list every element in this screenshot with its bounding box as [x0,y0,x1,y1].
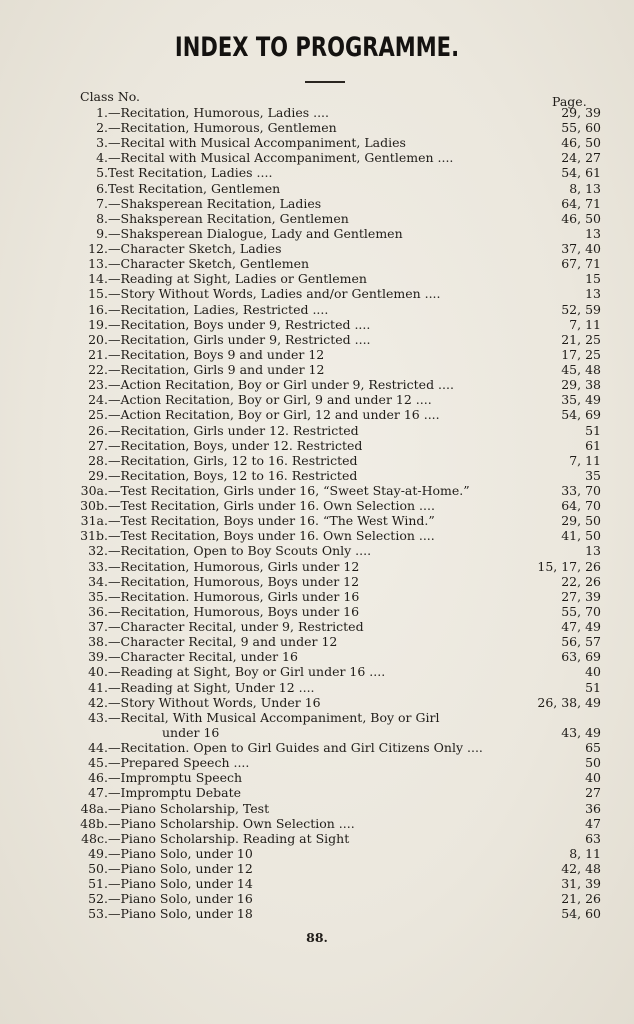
page-reference: 36 [585,800,601,816]
page-reference: 35, 49 [561,392,601,408]
index-entry [0,710,634,725]
page-reference: 40 [585,770,601,786]
class-number: 37. [88,619,108,635]
index-entry [0,468,634,483]
page-reference: 45, 48 [561,362,601,378]
class-number: 12. [88,241,108,257]
class-description: —Test Recitation, Girls under 16, “Sweet Stay-at-Home.” [108,483,470,498]
class-number: 33. [88,558,108,574]
class-number: 52. [88,891,108,907]
index-entry [0,649,634,664]
index-entry [0,286,634,301]
page-reference: 31, 39 [561,876,601,892]
page-reference: 29, 38 [561,377,601,393]
page-reference: 55, 70 [561,603,601,619]
page-number: 88. [306,930,328,945]
page-reference: 61 [585,437,601,453]
class-number: 8. [96,210,108,226]
class-number: 32. [88,543,108,559]
page-reference: 24, 27 [561,150,601,166]
class-description: —Test Recitation, Boys under 16. Own Selection .... [108,528,435,544]
class-number: 48a. [80,800,108,816]
index-entry [0,740,634,755]
class-description: —Piano Scholarship, Test [108,800,270,816]
page-reference: 26, 38, 49 [537,694,601,710]
class-description: —Impromptu Debate [108,785,241,801]
class-number: 36. [88,603,108,619]
index-entry [0,181,634,196]
page-column-header: Page. [552,94,587,109]
index-entry [0,211,634,226]
class-number: 4. [96,150,108,166]
class-description: —Recitation, Humorous, Boys under 12 [108,573,360,589]
page-reference: 54, 61 [561,165,601,181]
class-number: 40. [88,664,108,680]
class-number: 24. [88,392,108,408]
index-entry [0,256,634,271]
class-description: —Piano Solo, under 10 [108,845,253,861]
class-description: —Action Recitation, Boy or Girl under 9, Restricted .... [108,377,454,393]
index-entry [0,770,634,785]
page-reference: 27 [585,785,601,801]
page-reference: 50 [585,755,601,771]
index-entry [0,891,634,906]
class-description: —Recitation, Boys, under 12. Restricted [108,437,363,453]
class-number: 38. [88,634,108,650]
class-number: 19. [88,316,108,332]
class-description: —Piano Scholarship. Own Selection .... [108,815,355,831]
class-number: 35. [88,588,108,604]
index-entry [0,377,634,392]
index-entry [0,241,634,256]
class-number: 49. [88,845,108,861]
class-description: —Recitation, Girls under 9, Restricted .... [108,331,371,347]
page-reference: 47, 49 [561,619,601,635]
class-number: 46. [88,770,108,786]
class-number: 42. [88,694,108,710]
class-description: —Recitation, Boys 9 and under 12 [108,346,325,362]
class-number: 30b. [80,498,108,514]
class-number: 6. [96,180,108,196]
class-description: —Shaksperean Recitation, Gentlemen [108,210,349,226]
class-number: 48b. [80,815,108,831]
class-description: —Test Recitation, Girls under 16. Own Selection .... [108,498,435,514]
index-entry [0,196,634,211]
index-entry [0,619,634,634]
class-description: under 16 [162,724,220,740]
class-number: 27. [88,437,108,453]
class-number: 39. [88,649,108,665]
class-number: 53. [88,906,108,922]
class-description: —Reading at Sight, Under 12 .... [108,679,315,695]
index-entry [0,513,634,528]
class-description: —Reading at Sight, Boy or Girl under 16 .... [108,664,386,680]
index-entry [0,574,634,589]
page-reference: 7, 11 [569,316,601,332]
class-number: 16. [88,301,108,317]
index-entry [0,680,634,695]
page-reference: 54, 60 [561,906,601,922]
index-entry [0,785,634,800]
index-entry [0,105,634,120]
index-entry [0,755,634,770]
page-reference: 51 [585,422,601,438]
class-number: 29. [88,467,108,483]
class-number: 47. [88,785,108,801]
page-reference: 8, 13 [569,180,601,196]
class-number: 13. [88,256,108,272]
class-description: —Story Without Words, Ladies and/or Gentlemen .... [108,286,441,302]
page-reference: 22, 26 [561,573,601,589]
index-entry [0,725,634,740]
page-reference: 37, 40 [561,241,601,257]
class-number: 9. [96,225,108,241]
class-number: 14. [88,271,108,287]
index-entry [0,906,634,921]
page-reference: 64, 71 [561,195,601,211]
class-number: 31a. [80,513,108,529]
index-entry [0,392,634,407]
page-reference: 13 [585,225,601,241]
class-number: 41. [88,679,108,695]
class-description: —Recitation, Girls, 12 to 16. Restricted [108,452,358,468]
index-entry [0,861,634,876]
class-description: —Test Recitation, Boys under 16. “The West Wind.” [108,513,435,529]
page-reference: 47 [585,815,601,831]
class-number: 3. [96,135,108,151]
class-description: —Recitation, Humorous, Gentlemen [108,120,337,136]
class-number: 45. [88,755,108,771]
class-description: —Recitation, Boys under 9, Restricted .... [108,316,371,332]
page-reference: 13 [585,543,601,559]
index-entry [0,302,634,317]
class-description: —Character Recital, under 16 [108,649,298,665]
class-number: 43. [88,709,108,725]
index-entry [0,165,634,180]
class-number: 21. [88,346,108,362]
class-number: 22. [88,362,108,378]
class-description: —Piano Solo, under 14 [108,876,253,892]
class-description: —Recitation, Humorous, Ladies .... [108,105,330,120]
index-entry [0,543,634,558]
class-number: 30a. [80,483,108,498]
page-reference: 55, 60 [561,120,601,136]
class-description: —Piano Solo, under 16 [108,891,253,907]
index-entry [0,271,634,286]
class-description: —Impromptu Speech [108,770,243,786]
class-description: —Recital, With Musical Accompaniment, Boy or Girl [108,709,440,725]
page-title: INDEX TO PROGRAMME. [174,32,460,63]
page-reference: 51 [585,679,601,695]
index-entry [0,816,634,831]
index-entry [0,559,634,574]
class-description: —Piano Solo, under 18 [108,906,253,922]
index-entry [0,120,634,135]
class-description: —Character Recital, 9 and under 12 [108,634,338,650]
index-entry [0,317,634,332]
page-reference: 52, 59 [561,301,601,317]
page-reference: 33, 70 [561,483,601,498]
class-description: —Shaksperean Recitation, Ladies [108,195,322,211]
class-description: —Character Sketch, Gentlemen [108,256,310,272]
class-description: —Action Recitation, Boy or Girl, 9 and under 12 .... [108,392,432,408]
class-description: —Recital with Musical Accompaniment, Ladies [108,135,406,151]
class-description: —Story Without Words, Under 16 [108,694,321,710]
page-reference: 46, 50 [561,210,601,226]
index-entry [0,483,634,498]
index-entry [0,664,634,679]
index-entry [0,423,634,438]
class-description: —Recitation, Ladies, Restricted .... [108,301,329,317]
class-description: —Piano Solo, under 12 [108,861,253,876]
page-reference: 13 [585,286,601,302]
class-number: 28. [88,452,108,468]
page-reference: 21, 26 [561,891,601,907]
page-reference: 54, 69 [561,407,601,423]
index-entry [0,634,634,649]
page-reference: 29, 50 [561,513,601,529]
page-reference: 27, 39 [561,588,601,604]
index-entry [0,604,634,619]
index-entry [0,362,634,377]
class-number: 7. [96,195,108,211]
class-description: —Reading at Sight, Ladies or Gentlemen [108,271,367,287]
page-reference: 46, 50 [561,135,601,151]
index-entry [0,846,634,861]
index-entry [0,695,634,710]
index-entry [0,226,634,241]
class-description: —Character Recital, under 9, Restricted [108,619,364,635]
page-reference: 43, 49 [561,724,601,740]
class-description: —Recitation. Open to Girl Guides and Girl Citizens Only .... [108,740,483,756]
class-number: 31b. [80,528,108,544]
page-reference: 63 [585,830,601,846]
class-number: 34. [88,573,108,589]
class-description: —Recitation, Humorous, Girls under 12 [108,558,360,574]
page-reference: 21, 25 [561,331,601,347]
page-reference: 35 [585,467,601,483]
class-description: —Recitation, Girls under 12. Restricted [108,422,359,438]
index-entry [0,438,634,453]
index-entry [0,453,634,468]
title-rule [305,81,345,83]
page-reference: 8, 11 [569,845,601,861]
index-entry [0,135,634,150]
class-column-header: Class No. [80,89,141,104]
page-reference: 65 [585,740,601,756]
page-reference: 67, 71 [561,256,601,272]
class-number: 51. [88,876,108,892]
class-description: —Prepared Speech .... [108,755,250,771]
index-entry [0,528,634,543]
class-number: 2. [96,120,108,136]
class-description: Test Recitation, Gentlemen [108,180,281,196]
page-reference: 7, 11 [569,452,601,468]
class-number: 20. [88,331,108,347]
class-description: —Piano Scholarship. Reading at Sight [108,830,350,846]
index-entry [0,332,634,347]
class-description: —Recital with Musical Accompaniment, Gentlemen .... [108,150,454,166]
page-reference: 40 [585,664,601,680]
class-description: —Recitation. Humorous, Girls under 16 [108,588,360,604]
class-number: 15. [88,286,108,302]
index-entry [0,498,634,513]
page-reference: 41, 50 [561,528,601,544]
page-reference: 15 [585,271,601,287]
class-description: —Recitation, Girls 9 and under 12 [108,362,325,378]
page-reference: 15, 17, 26 [537,558,601,574]
class-number: 48c. [81,830,108,846]
class-description: —Character Sketch, Ladies [108,241,282,257]
class-number: 5. [96,165,108,181]
page-reference: 63, 69 [561,649,601,665]
class-number: 50. [88,861,108,876]
class-number: 1. [96,105,108,120]
class-number: 23. [88,377,108,393]
class-number: 44. [88,740,108,756]
index-entry [0,150,634,165]
index-entry [0,831,634,846]
class-number: 26. [88,422,108,438]
index-entry [0,801,634,816]
index-entry [0,876,634,891]
page-reference: 64, 70 [561,498,601,514]
index-entry [0,407,634,422]
class-description: Test Recitation, Ladies .... [108,165,273,181]
index-entry [0,589,634,604]
class-description: —Recitation, Boys, 12 to 16. Restricted [108,467,358,483]
page-reference: 29, 39 [561,105,601,120]
page-reference: 17, 25 [561,346,601,362]
class-description: —Action Recitation, Boy or Girl, 12 and under 16 .... [108,407,440,423]
class-number: 25. [88,407,108,423]
page-reference: 56, 57 [561,634,601,650]
index-entry [0,347,634,362]
class-description: —Recitation, Humorous, Boys under 16 [108,603,360,619]
page-reference: 42, 48 [561,861,601,876]
class-description: —Recitation, Open to Boy Scouts Only .... [108,543,372,559]
class-description: —Shaksperean Dialogue, Lady and Gentlemen [108,225,403,241]
